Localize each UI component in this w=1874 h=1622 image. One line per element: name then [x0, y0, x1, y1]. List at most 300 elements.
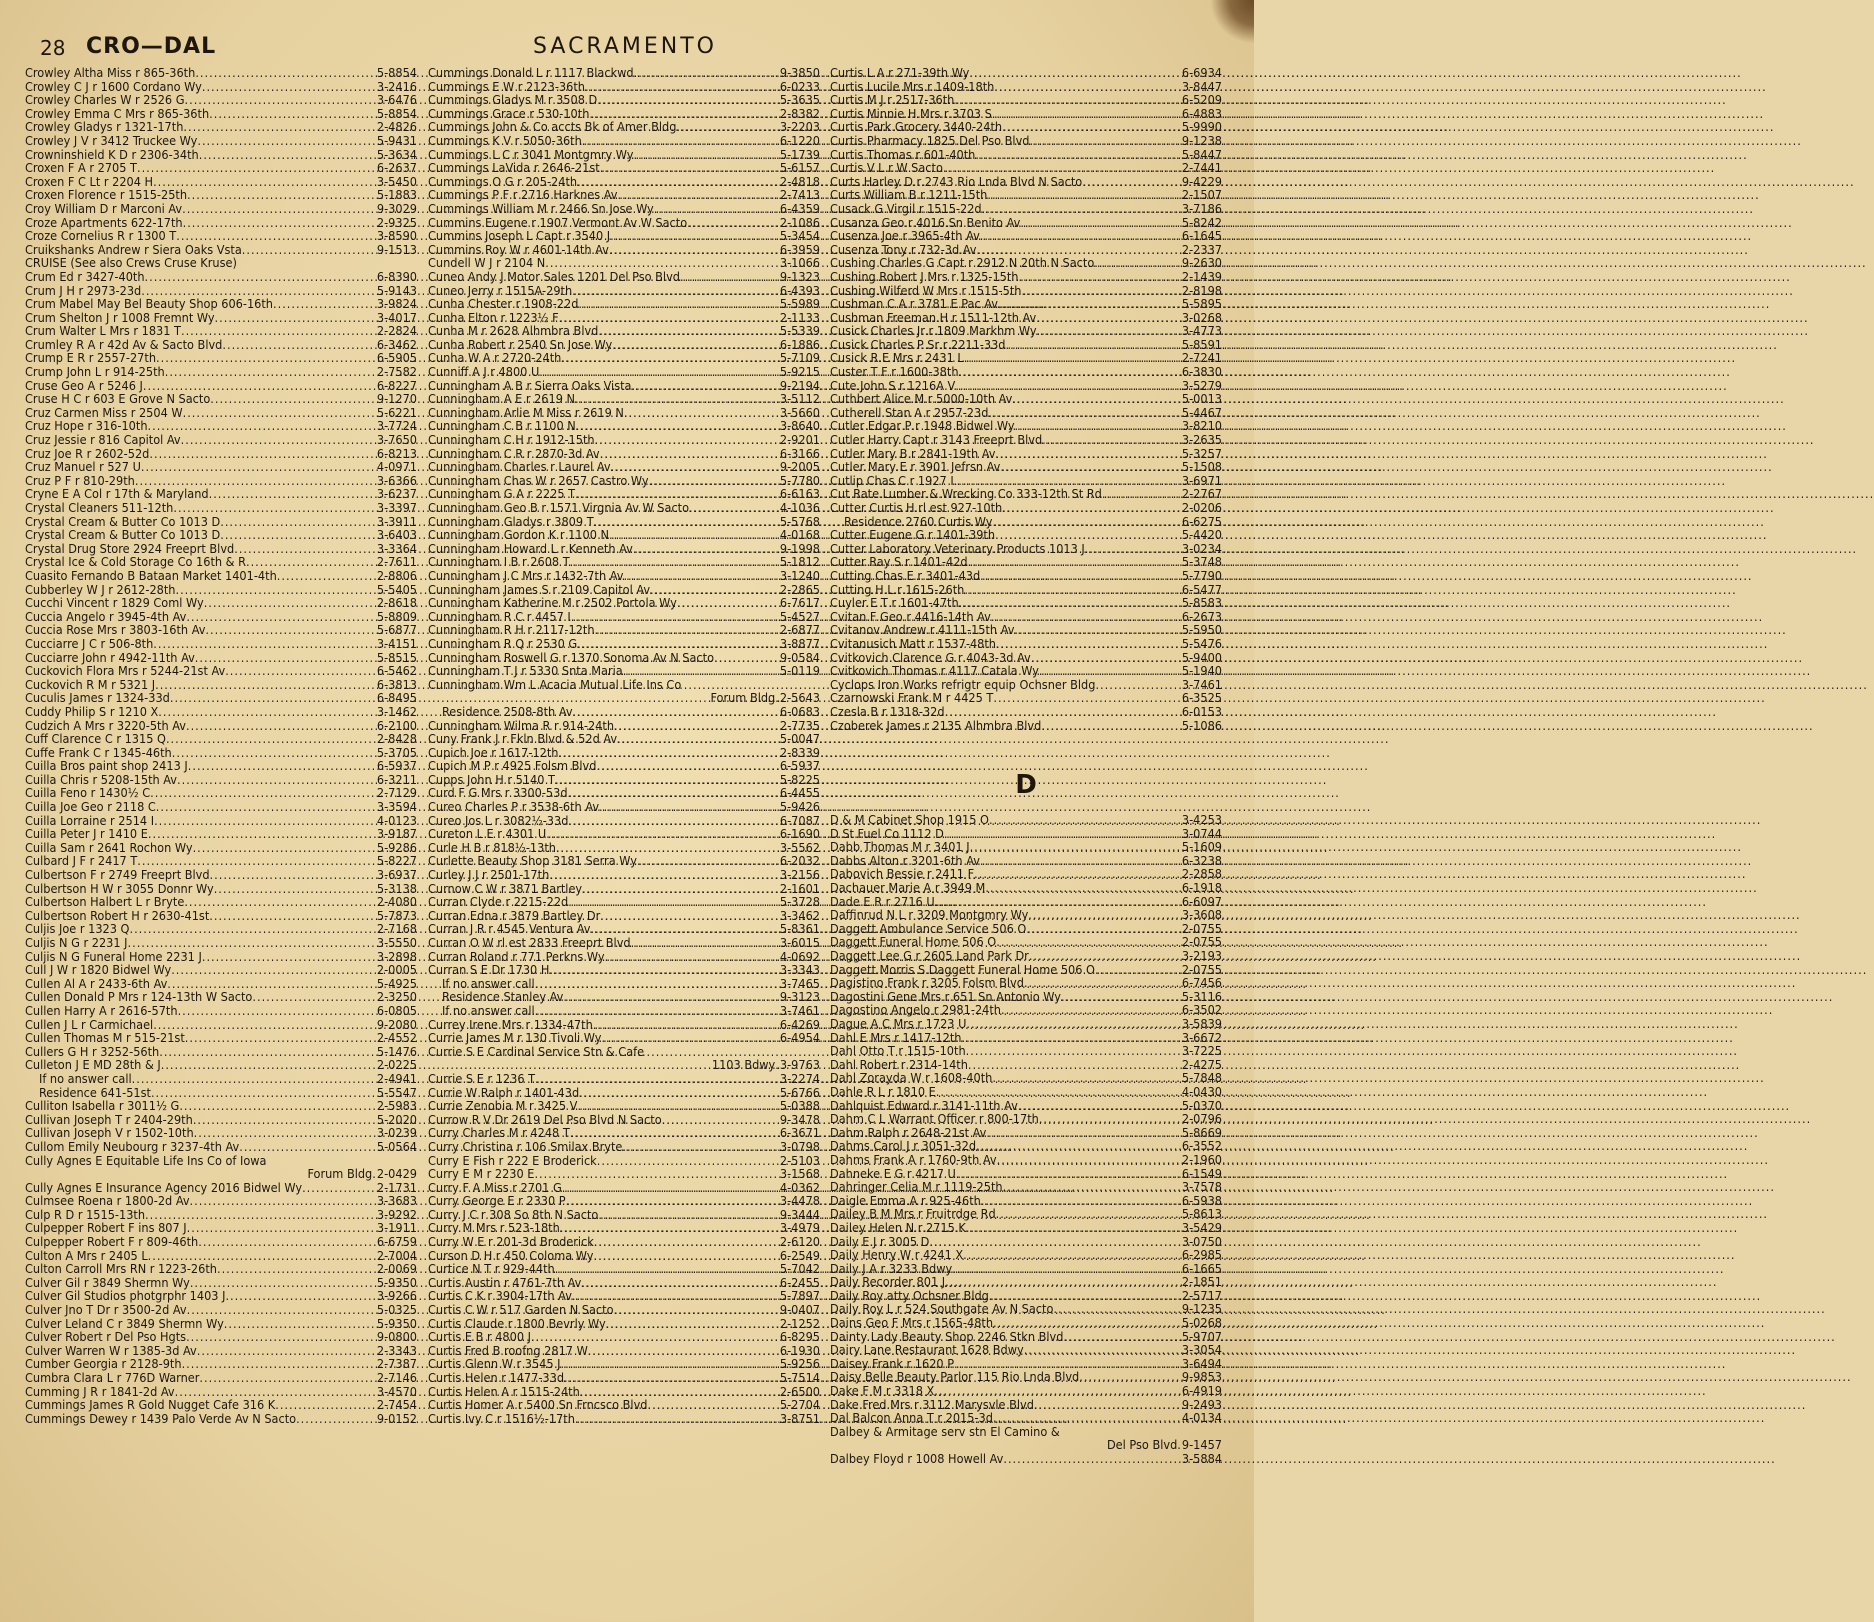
leader-dots [601, 1031, 778, 1045]
leader-dots [944, 827, 1181, 841]
leader-dots [993, 1316, 1181, 1330]
leader-dots [1003, 1180, 1181, 1194]
directory-listing [25, 120, 417, 134]
listing-name: Cutter Eugene G r 1401-39th [830, 527, 996, 543]
directory-listing [428, 1045, 820, 1059]
leader-dots [202, 80, 376, 94]
listing-phone: 5-7848 [1181, 1070, 1222, 1086]
leader-dots [597, 1154, 779, 1168]
listing-name: Dagostini Gene Mrs r 651 Sn Antonio Wy [830, 988, 1061, 1004]
leader-dots [183, 216, 376, 230]
listing-phone: 6-5462 [376, 663, 417, 679]
leader-dots [952, 1262, 1181, 1276]
listing-name: Crystal Cream & Butter Co 1013 D [25, 513, 221, 529]
listing-phone: 5-5989 [779, 296, 820, 312]
directory-listing [25, 977, 417, 991]
listing-phone: 3-9292 [376, 1206, 417, 1222]
leader-dots [239, 1140, 376, 1154]
page-city: SACRAMENTO [533, 34, 717, 59]
leader-dots [996, 935, 1181, 949]
directory-listing [830, 1289, 1222, 1303]
directory-listing [428, 1385, 820, 1399]
directory-listing [428, 651, 820, 665]
listing-name: Crystal Ice & Cold Storage Co 16th & R [25, 554, 246, 570]
listing-name: Cummings LaVida r 2646-21st [428, 160, 600, 176]
listing-phone: 3-8210 [1181, 418, 1222, 434]
listing-phone: 5-9426 [779, 799, 820, 815]
listing-phone: 2-0005 [376, 962, 417, 978]
listing-name: Curtis Park Grocery 3440-24th [830, 119, 1003, 135]
listing-phone: 5-0564 [376, 1138, 417, 1154]
leader-dots [598, 324, 778, 338]
directory-listing [428, 759, 820, 773]
directory-listing [25, 651, 417, 665]
directory-listing [830, 827, 1222, 841]
column-1 [25, 66, 417, 1425]
listing-name: Crystal Drug Store 2924 Freeprt Blvd [25, 540, 235, 556]
directory-listing [830, 542, 1222, 556]
directory-listing [25, 990, 417, 1004]
listing-name: Daigle Emma A r 925-46th [830, 1192, 981, 1208]
listing-phone: 5-1086 [1181, 717, 1222, 733]
listing-name: CRUISE (See also Crews Cruse Kruse) [25, 255, 237, 271]
directory-listing [830, 1316, 1222, 1330]
directory-listing [428, 107, 820, 121]
listing-phone: 5-8515 [376, 649, 417, 665]
listing-phone: 2-0796 [1181, 1111, 1222, 1127]
listing-name: Cutter Ray S r 1401-42d [830, 554, 968, 570]
listing-name: Curtis Ivy C r 1516½-17th [428, 1410, 575, 1426]
listing-phone: 6-2100 [376, 717, 417, 733]
leader-dots [954, 1357, 1181, 1371]
leader-dots [242, 243, 376, 257]
directory-listing [830, 990, 1222, 1004]
listing-phone: 5-1883 [376, 187, 417, 203]
directory-listing [428, 433, 820, 447]
leader-dots [161, 1058, 376, 1072]
listing-name: Curtis Glenn W r 3545 J [428, 1356, 561, 1372]
directory-listing [428, 229, 820, 243]
directory-listing [830, 949, 1222, 963]
listing-name: Curry W E r 201-3d Broderick [428, 1234, 594, 1250]
listing-phone: 3-6237 [376, 486, 417, 502]
listing-name: Curry E Fish r 222 E Broderick [428, 1152, 597, 1168]
leader-dots [215, 311, 376, 325]
leader-dots [170, 691, 376, 705]
listing-phone: 5-1476 [376, 1043, 417, 1059]
leader-dots [561, 1357, 779, 1371]
listing-name: Culjis N G Funeral Home 2231 J [25, 948, 202, 964]
listing-phone: 2-4552 [376, 1030, 417, 1046]
listing-name: Cuasito Fernando B Bataan Market 1401-4th [25, 567, 277, 583]
listing-name: Daggett Morris S Daggett Funeral Home 506 O [830, 961, 1095, 977]
listing-name: Curry M Mrs r 523-18th [428, 1220, 560, 1236]
listing-name: Dahms Carol J r 3051-32d [830, 1138, 977, 1154]
listing-phone: 5-4420 [1181, 527, 1222, 543]
leader-dots [609, 243, 779, 257]
leader-dots [575, 487, 779, 501]
directory-listing [25, 854, 417, 868]
listing-phone: 5-8447 [1181, 146, 1222, 162]
directory-listing [830, 1044, 1222, 1058]
directory-listing [830, 705, 1222, 719]
page-number: 28 [40, 36, 66, 60]
directory-listing [25, 1303, 417, 1317]
leader-dots [184, 895, 376, 909]
listing-name: Cunningham Charles r Laurel Av [428, 459, 611, 475]
leader-dots [214, 882, 376, 896]
listing-name: Crum Shelton J r 1008 Fremnt Wy [25, 309, 215, 325]
leader-dots [176, 229, 376, 243]
directory-listing [830, 297, 1222, 311]
listing-phone: 5-2020 [376, 1111, 417, 1127]
listing-name: Cummings William M r 2466 Sn Jose Wy [428, 200, 654, 216]
directory-listing [830, 963, 1222, 977]
listing-name: Cunningham Howard L r Kenneth Av [428, 540, 633, 556]
leader-dots [141, 284, 376, 298]
listing-phone: 5-8854 [376, 105, 417, 121]
leader-dots [605, 950, 779, 964]
listing-name: Cureo Charles P r 3538-6th Av [428, 799, 600, 815]
leader-dots [137, 854, 376, 868]
directory-listing [830, 202, 1222, 216]
directory-listing [830, 351, 1222, 365]
directory-listing [830, 161, 1222, 175]
listing-name: Daily E J r 3005 D [830, 1233, 930, 1249]
leader-dots [555, 773, 779, 787]
listing-phone: 3-6366 [376, 472, 417, 488]
listing-phone: 3-5550 [376, 935, 417, 950]
directory-listing [25, 1072, 417, 1086]
listing-phone: 3-6937 [376, 867, 417, 883]
listing-name: Daisey Frank r 1620 P [830, 1355, 955, 1371]
directory-listing [25, 1371, 417, 1385]
listing-phone: 4-0168 [779, 527, 820, 543]
listing-name: Cunningham Wilma R r 914-24th [428, 717, 615, 733]
leader-dots [623, 664, 779, 678]
listing-name: Culver Jno T Dr r 3500-2d Av [25, 1302, 187, 1318]
listing-name: If no answer call [442, 975, 535, 991]
listing-phone: 5-5405 [376, 581, 417, 597]
directory-listing [25, 1181, 417, 1195]
listing-name: Croxen Florence r 1515-25th [25, 187, 188, 203]
leader-dots [185, 93, 376, 107]
listing-name: Cruz Hope r 316-10th [25, 418, 148, 434]
listing-phone: 5-9431 [376, 132, 417, 148]
listing-name: Cuilla Joe Geo r 2118 C [25, 799, 156, 815]
listing-phone: 3-9824 [376, 296, 417, 312]
listing-name: Dains Geo F Mrs r 1565-48th [830, 1315, 994, 1331]
listing-name: Cuneo Andy J Motor Sales 1201 Del Pso Blvd [428, 268, 680, 284]
directory-listing [830, 1139, 1222, 1153]
listing-name: Culver Robert r Del Pso Hgts [25, 1329, 187, 1345]
listing-name: Cunningham Gordon K r 1100 N [428, 527, 609, 543]
listing-name: Culbertson F r 2749 Freeprt Blvd [25, 867, 210, 883]
listing-name: Cuilla Bros paint shop 2413 J [25, 758, 188, 774]
directory-listing [830, 1411, 1222, 1425]
leader-dots [175, 583, 375, 597]
listing-phone: 5-3116 [1181, 988, 1222, 1004]
listing-phone: 6-4359 [779, 200, 820, 216]
leader-dots [580, 1385, 779, 1399]
listing-name: Curtis E B r 4800 J [428, 1329, 531, 1345]
listing-name: Curtis Claude r 1800 Bevrly Wy [428, 1315, 606, 1331]
listing-phone: 5-3454 [779, 228, 820, 244]
leader-dots: . [372, 1166, 376, 1182]
listing-name: Dahl E Mrs r 1417-12th [830, 1029, 962, 1045]
leader-dots [1039, 664, 1181, 678]
directory-listing [830, 80, 1222, 94]
listing-name: Daily Roy atty Ochsner Bldg [830, 1287, 989, 1303]
directory-listing [25, 515, 417, 529]
directory-listing [428, 610, 820, 624]
directory-listing [428, 841, 820, 855]
listing-phone: 9-1270 [376, 391, 417, 407]
listing-name: Cummings Dewey r 1439 Palo Verde Av N Sacto [25, 1410, 297, 1426]
directory-listing [428, 66, 820, 80]
listing-name: Cullen J L r Carmichael [25, 1016, 154, 1032]
listing-phone: 5-9707 [1181, 1328, 1222, 1344]
directory-listing [428, 1194, 820, 1208]
listing-name: Cvitan F Geo r 4416-14th Av [830, 608, 991, 624]
listing-name: Cushing Robert J Mrs r 1325-15th [830, 268, 1019, 284]
directory-listing [25, 746, 417, 760]
listing-name: Cullen Al A r 2433-6th Av [25, 975, 168, 991]
directory-listing [830, 229, 1222, 243]
directory-listing [830, 1384, 1222, 1398]
listing-name: Dahm Ralph r 2648-21st Av [830, 1124, 987, 1140]
directory-listing [428, 161, 820, 175]
leader-dots [563, 990, 779, 1004]
leader-dots [637, 854, 779, 868]
directory-listing [428, 555, 820, 569]
listing-phone: 5-3705 [376, 744, 417, 760]
listing-name: Cullivan Joseph T r 2404-29th [25, 1111, 193, 1127]
directory-listing [830, 406, 1222, 420]
directory-listing [830, 1452, 1222, 1466]
listing-name: Forum Bldg [307, 1166, 373, 1182]
listing-phone: 5-8242 [1181, 214, 1222, 230]
leader-dots [1042, 433, 1181, 447]
listing-name: Cunningham R Q r 2530 G [428, 635, 578, 651]
leader-dots [968, 555, 1181, 569]
listing-phone: 3-5839 [1181, 1016, 1222, 1031]
directory-listing [428, 1031, 820, 1045]
listing-phone: 2-6500 [779, 1383, 820, 1399]
listing-name: Curtis Homer A r 5400 Sn Frncsco Blvd [428, 1397, 648, 1413]
listing-name: Dahringer Celia M r 1119-25th [830, 1179, 1003, 1195]
directory-listing [25, 474, 417, 488]
leader-dots [535, 977, 779, 991]
listing-phone: 6-3813 [376, 676, 417, 692]
directory-listing [428, 379, 820, 393]
leader-dots [612, 338, 779, 352]
directory-listing [428, 80, 820, 94]
directory-listing [428, 202, 820, 216]
directory-listing [830, 256, 1222, 270]
listing-phone: 4-0362 [779, 1179, 820, 1195]
directory-listing [830, 623, 1222, 637]
listing-name: Curd F G Mrs r 3300-53d [428, 785, 568, 801]
listing-phone: 6-5937 [376, 758, 417, 774]
leader-dots [209, 487, 376, 501]
directory-listing [428, 1412, 820, 1426]
leader-dots [198, 1235, 376, 1249]
directory-listing [25, 148, 417, 162]
listing-phone: 6-4954 [779, 1030, 820, 1046]
listing-phone: 5-7897 [779, 1288, 820, 1304]
leader-dots [1031, 651, 1181, 665]
listing-name: Crowley J V r 3412 Truckee Wy [25, 132, 198, 148]
listing-name: Cunningham C R r 2870-3d Av [428, 445, 600, 461]
leader-dots [1000, 460, 1181, 474]
leader-dots [1018, 1099, 1181, 1113]
listing-phone: 3-0234 [1181, 540, 1222, 556]
listing-name: Cully Agnes E Insurance Agency 2016 Bidwel Wy [25, 1179, 303, 1195]
leader-dots [181, 324, 376, 338]
directory-listing [428, 637, 820, 651]
listing-phone: 2-4080 [376, 894, 417, 910]
directory-listing [25, 188, 417, 202]
leader-dots [595, 433, 779, 447]
leader-dots [150, 786, 376, 800]
listing-phone: 3-3054 [1181, 1342, 1222, 1358]
leader-dots [981, 1194, 1181, 1208]
directory-listing [830, 895, 1222, 909]
leader-dots [596, 759, 778, 773]
leader-dots [945, 705, 1181, 719]
leader-dots [549, 868, 779, 882]
listing-name: Cunningham I B r 2608 T [428, 554, 570, 570]
directory-listing [25, 1113, 417, 1127]
leader-dots [677, 596, 779, 610]
listing-name: Curley J J r 2501-17th [428, 867, 550, 883]
leader-dots [222, 338, 375, 352]
listing-phone: 5-7790 [1181, 567, 1222, 583]
listing-phone: 6-4393 [779, 282, 820, 298]
listing-phone: 3-2635 [1181, 432, 1222, 448]
listing-name: Cumming J R r 1841-2d Av [25, 1383, 175, 1399]
leader-dots [277, 569, 376, 583]
listing-name: Cucchi Vincent r 1829 Coml Wy [25, 595, 204, 611]
listing-phone: 9-1235 [1181, 1301, 1222, 1317]
listing-name: Dairy Lane Restaurant 1628 Bdwy [830, 1342, 1024, 1358]
listing-phone: 6-1918 [1181, 880, 1222, 896]
listing-name: Residence 2508-8th Av [442, 703, 573, 719]
directory-listing [830, 487, 1222, 501]
directory-listing [830, 922, 1222, 936]
leader-dots [594, 1235, 779, 1249]
listing-phone: 3-0239 [376, 1125, 417, 1141]
leader-dots [172, 746, 376, 760]
leader-dots [1002, 501, 1181, 515]
leader-dots [934, 1384, 1181, 1398]
listing-phone: 2-4275 [1181, 1056, 1222, 1072]
listing-phone: 6-3959 [779, 241, 820, 257]
directory-listing [830, 419, 1222, 433]
listing-phone: 5-9400 [1181, 649, 1222, 665]
leader-dots [654, 202, 779, 216]
leader-dots [145, 1208, 376, 1222]
listing-phone: 6-2455 [779, 1274, 820, 1290]
leader-dots [992, 107, 1181, 121]
listing-phone: 2-2824 [376, 323, 417, 339]
leader-dots [1006, 338, 1181, 352]
directory-listing [25, 841, 417, 855]
leader-dots [1053, 1302, 1181, 1316]
listing-name: Curran Clyde r 2215-22d [428, 894, 569, 910]
listing-phone: 9-3029 [376, 200, 417, 216]
listing-name: Curts William B r 1211-15th [830, 187, 988, 203]
listing-name: Cutting Chas E r 3401-43d [830, 567, 981, 583]
directory-listing [25, 433, 417, 447]
directory-listing [25, 1194, 417, 1208]
listing-name: Cunningham Geo B r 1571 Virgnia Av W Sacto [428, 500, 690, 515]
listing-name: Curry Christina r 106 Smilax Bryte [428, 1138, 623, 1154]
listing-name: Culpepper Robert F ins 807 J [25, 1220, 187, 1236]
listing-phone: 3-0750 [1181, 1233, 1222, 1249]
directory-listing [25, 419, 417, 433]
listing-name: Currie Zenobia M r 3425 V [428, 1098, 578, 1114]
leader-dots [190, 1194, 376, 1208]
directory-listing [428, 1058, 820, 1072]
listing-phone: 6-1665 [1181, 1260, 1222, 1276]
listing-name: Cullivan Joseph V r 1502-10th [25, 1125, 194, 1141]
directory-listing [428, 1086, 820, 1100]
listing-phone: 5-7873 [376, 907, 417, 923]
listing-phone: 5-4467 [1181, 404, 1222, 420]
directory-listing [830, 1425, 1222, 1439]
listing-phone: 3-2193 [1181, 948, 1222, 964]
leader-dots [182, 202, 376, 216]
directory-listing [25, 596, 417, 610]
leader-dots [956, 1167, 1181, 1181]
listing-name: Cummings Grace r 530-10th [428, 105, 590, 121]
listing-phone: 2-7582 [376, 364, 417, 380]
listing-name: Dahneke E G r 4217 U [830, 1165, 956, 1181]
listing-name: Residence 641-51st [39, 1084, 151, 1100]
listing-phone: 6-5937 [779, 758, 820, 774]
listing-name: Dabovich Bessie r 2411 F [830, 866, 975, 882]
listing-phone: 9-2194 [779, 377, 820, 393]
directory-listing [830, 1370, 1222, 1384]
listing-phone: 6-2637 [376, 160, 417, 176]
leader-dots [609, 528, 779, 542]
listing-name: Czesla B r 1318-32d [830, 703, 945, 719]
leader-dots [599, 800, 779, 814]
leader-dots [568, 814, 778, 828]
directory-listing [830, 569, 1222, 583]
directory-listing [830, 284, 1222, 298]
listing-phone: 3-2274 [779, 1070, 820, 1086]
listing-name: Culpepper Robert F r 809-46th [25, 1234, 199, 1250]
directory-listing [25, 814, 417, 828]
listing-phone: 3-3911 [376, 513, 417, 529]
leader-dots [977, 243, 1181, 257]
leader-dots [634, 66, 779, 80]
listing-phone: 6-3166 [779, 445, 820, 461]
listing-phone: 3-7186 [1181, 200, 1222, 216]
listing-name: Daily J A r 3233 Bdwy [830, 1260, 953, 1276]
listing-name: Croxen F C Lt r 2204 H [25, 173, 154, 189]
directory-listing [830, 270, 1222, 284]
listing-name: Dal Balcon Anna T r 2015-3d [830, 1410, 993, 1426]
listing-phone: 5-7042 [779, 1261, 820, 1277]
directory-listing [428, 297, 820, 311]
directory-listing [25, 963, 417, 977]
leader-dots [649, 474, 779, 488]
leader-dots [141, 460, 376, 474]
